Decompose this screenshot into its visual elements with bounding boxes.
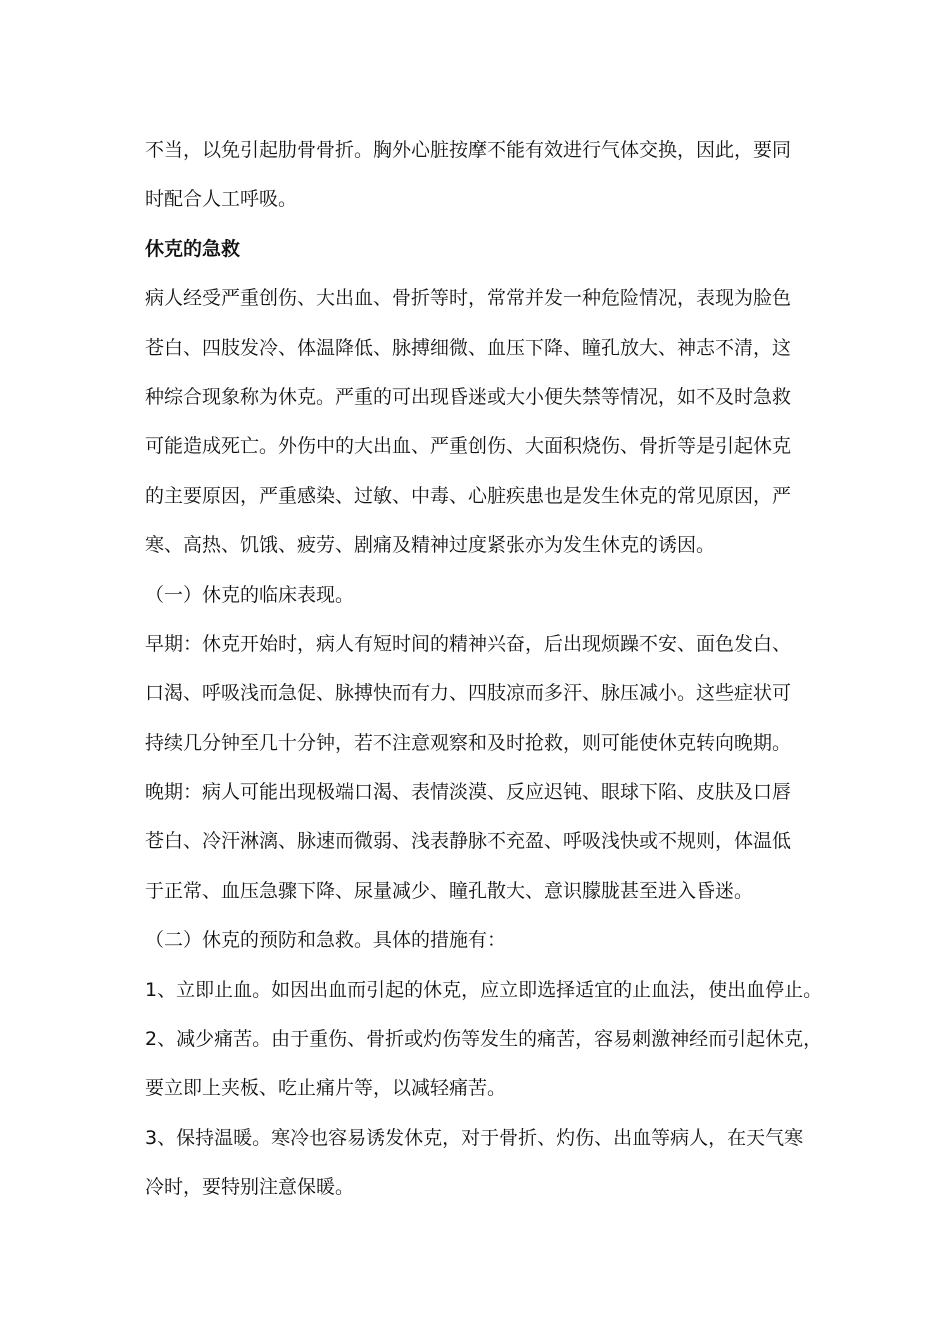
list-item-line: 要立即上夹板、吃止痛片等，以减轻痛苦。 xyxy=(145,1077,507,1100)
subsection-heading: （二）休克的预防和急救。具体的措施有： xyxy=(145,929,507,952)
list-item-line: 1、立即止血。如因出血而引起的休克，应立即选择适宜的止血法，使出血停止。 xyxy=(145,978,823,1001)
paragraph-line: 寒、高热、饥饿、疲劳、剧痛及精神过度紧张亦为发生休克的诱因。 xyxy=(145,534,716,557)
list-item-line: 3、保持温暖。寒冷也容易诱发休克，对于骨折、灼伤、出血等病人，在天气寒 xyxy=(145,1126,804,1149)
paragraph-line: 种综合现象称为休克。严重的可出现昏迷或大小便失禁等情况，如不及时急救 xyxy=(145,385,792,408)
list-item-line: 冷时，要特别注意保暖。 xyxy=(145,1176,355,1199)
paragraph-line: 持续几分钟至几十分钟，若不注意观察和及时抢救，则可能使休克转向晚期。 xyxy=(145,731,792,754)
paragraph-line: 苍白、冷汗淋漓、脉速而微弱、浅表静脉不充盈、呼吸浅快或不规则，体温低 xyxy=(145,830,792,853)
section-heading: 休克的急救 xyxy=(145,237,241,260)
subsection-heading: （一）休克的临床表现。 xyxy=(145,583,355,606)
list-item-line: 2、减少痛苦。由于重伤、骨折或灼伤等发生的痛苦，容易刺激神经而引起休克， xyxy=(145,1028,823,1051)
paragraph-line: 病人经受严重创伤、大出血、骨折等时，常常并发一种危险情况，表现为脸色 xyxy=(145,287,792,310)
paragraph-line: 于正常、血压急骤下降、尿量减少、瞳孔散大、意识朦胧甚至进入昏迷。 xyxy=(145,879,754,902)
paragraph-line: 不当，以免引起肋骨骨折。胸外心脏按摩不能有效进行气体交换，因此，要同 xyxy=(145,139,792,161)
paragraph-line: 口渴、呼吸浅而急促、脉搏快而有力、四肢凉而多汗、脉压减小。这些症状可 xyxy=(145,682,792,705)
paragraph-line: 可能造成死亡。外伤中的大出血、严重创伤、大面积烧伤、骨折等是引起休克 xyxy=(145,435,792,458)
paragraph-line: 时配合人工呼吸。 xyxy=(145,188,298,211)
paragraph-line: 苍白、四肢发冷、体温降低、脉搏细微、血压下降、瞳孔放大、神志不清，这 xyxy=(145,336,792,359)
document-body xyxy=(145,131,835,1218)
paragraph-line: 的主要原因，严重感染、过敏、中毒、心脏疾患也是发生休克的常见原因，严 xyxy=(145,484,792,507)
paragraph-line: 晚期：病人可能出现极端口渴、表情淡漠、反应迟钝、眼球下陷、皮肤及口唇 xyxy=(145,781,792,804)
paragraph-line: 早期：休克开始时，病人有短时间的精神兴奋，后出现烦躁不安、面色发白、 xyxy=(145,632,792,655)
